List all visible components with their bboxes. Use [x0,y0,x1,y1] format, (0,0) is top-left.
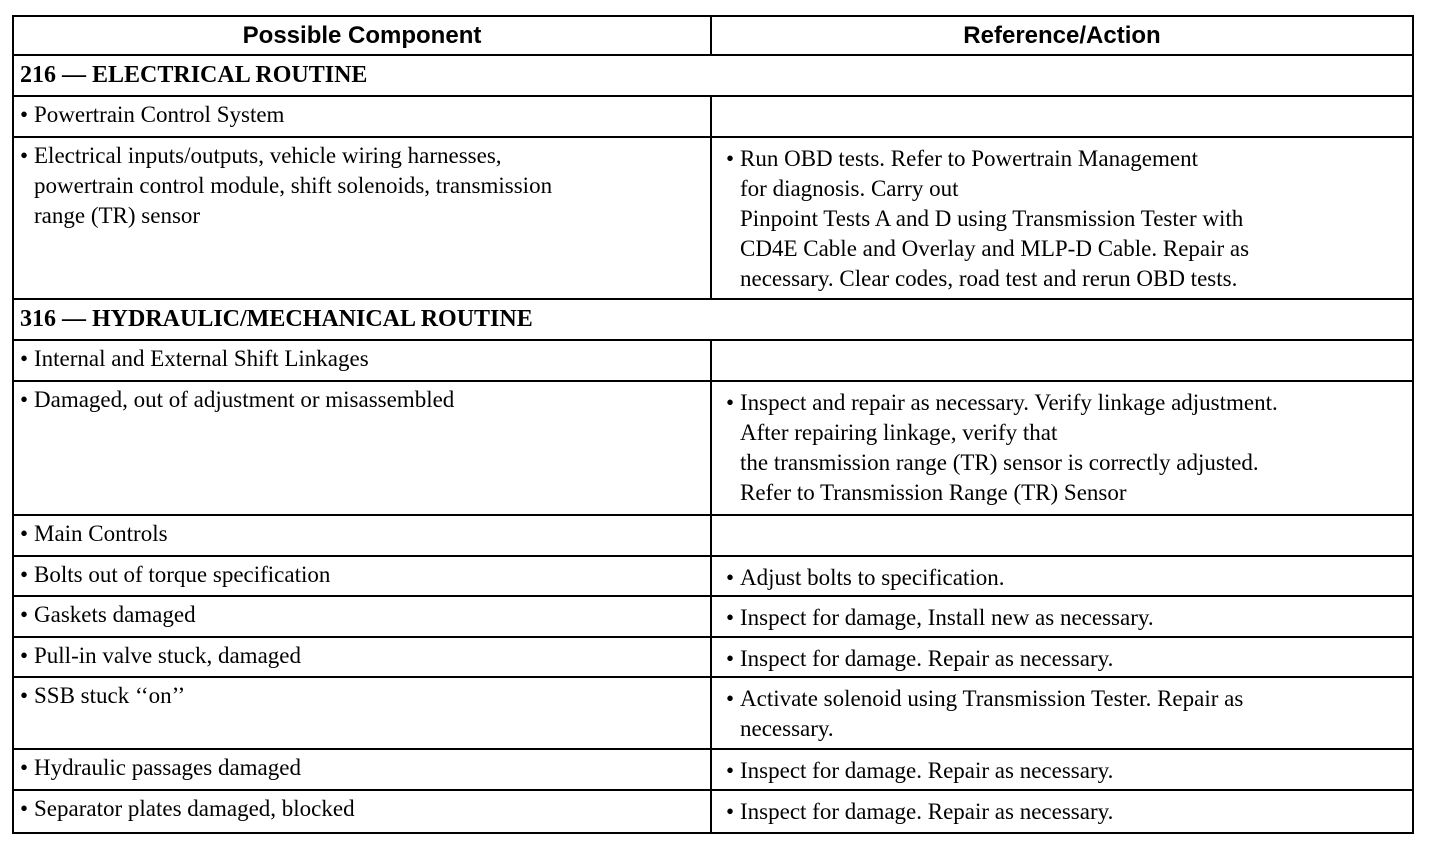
bullet-icon: • [726,565,735,590]
table-row [14,138,1412,300]
action-text: Inspect and repair as necessary. Verify linkage adjustment. After repairing linkage, verify that the transmission range (TR) sensor is correctly adjusted. Refer to Transmission Range (TR) Sensor [740,390,1278,505]
component-text: Bolts out of torque specification [34,562,331,587]
component-text: Pull-in valve stuck, damaged [34,643,301,668]
component-text: Damaged, out of adjustment or misassembled [34,387,455,412]
bullet-icon: • [726,758,735,783]
action-cell [712,382,1412,514]
bullet-icon: • [20,683,29,708]
bullet-icon: • [726,646,735,671]
component-cell [14,678,712,748]
action-cell [712,138,1412,298]
action-cell [712,791,1412,832]
action-cell [712,516,1412,555]
table-row [14,557,1412,597]
component-cell [14,638,712,676]
action-text: Inspect for damage, Install new as necessary. [740,605,1154,630]
component-text: Powertrain Control System [34,102,285,127]
table-header [14,17,1412,56]
bullet-icon: • [20,796,29,821]
component-cell [14,382,712,514]
action-text: Inspect for damage. Repair as necessary. [740,799,1114,824]
table-row [14,97,1412,138]
bullet-icon: • [20,643,29,668]
table-row [14,638,1412,678]
action-text: Inspect for damage. Repair as necessary. [740,758,1114,783]
table-row [14,341,1412,382]
bullet-icon: • [726,686,735,711]
component-cell [14,750,712,789]
table-row [14,750,1412,791]
action-cell [712,341,1412,380]
bullet-icon: • [726,605,735,630]
bullet-icon: • [20,102,29,127]
action-cell [712,597,1412,636]
table-row [14,516,1412,557]
action-cell [712,750,1412,789]
section-title: 216 — ELECTRICAL ROUTINE [20,62,368,88]
component-text: Electrical inputs/outputs, vehicle wiring harnesses, powertrain control module, shift solenoids, transmission range (TR) sensor [34,143,553,228]
component-text: Main Controls [34,521,168,546]
component-text: Internal and External Shift Linkages [34,346,369,371]
action-cell [712,638,1412,676]
action-cell [712,678,1412,748]
diagnostic-table [12,15,1414,834]
bullet-icon: • [726,799,735,824]
bullet-icon: • [20,387,29,412]
component-cell [14,791,712,832]
bullet-icon: • [726,146,735,171]
action-text: Activate solenoid using Transmission Tester. Repair as necessary. [740,686,1244,741]
component-cell [14,341,712,380]
bullet-icon: • [20,346,29,371]
bullet-icon: • [20,755,29,780]
component-text: Hydraulic passages damaged [34,755,301,780]
component-cell [14,138,712,298]
table-row [14,678,1412,750]
table-row [14,597,1412,638]
action-cell [712,557,1412,595]
bullet-icon: • [20,143,29,168]
section-row [14,300,1412,341]
component-text: Gaskets damaged [34,602,196,627]
component-text: SSB stuck ‘‘on’’ [34,683,186,708]
table-body [14,56,1412,832]
component-cell [14,557,712,595]
section-row [14,56,1412,97]
bullet-icon: • [20,562,29,587]
table-row [14,382,1412,516]
table-row [14,791,1412,832]
header-possible-component: Possible Component [14,17,712,54]
section-title: 316 — HYDRAULIC/MECHANICAL ROUTINE [20,306,533,332]
action-text: Adjust bolts to specification. [740,565,1005,590]
header-reference-action: Reference/Action [963,22,1161,49]
bullet-icon: • [20,521,29,546]
bullet-icon: • [726,390,735,415]
bullet-icon: • [20,602,29,627]
component-text: Separator plates damaged, blocked [34,796,355,821]
component-cell [14,516,712,555]
action-text: Inspect for damage. Repair as necessary. [740,646,1114,671]
component-cell [14,597,712,636]
action-text: Run OBD tests. Refer to Powertrain Management for diagnosis. Carry out Pinpoint Tests A and D using Transmission Tester with CD4E Cable and Overlay and MLP-D Cable. Repair as necessary. Clear codes, road test and rerun OBD tests. [740,146,1250,291]
component-cell [14,97,712,136]
action-cell [712,97,1412,136]
